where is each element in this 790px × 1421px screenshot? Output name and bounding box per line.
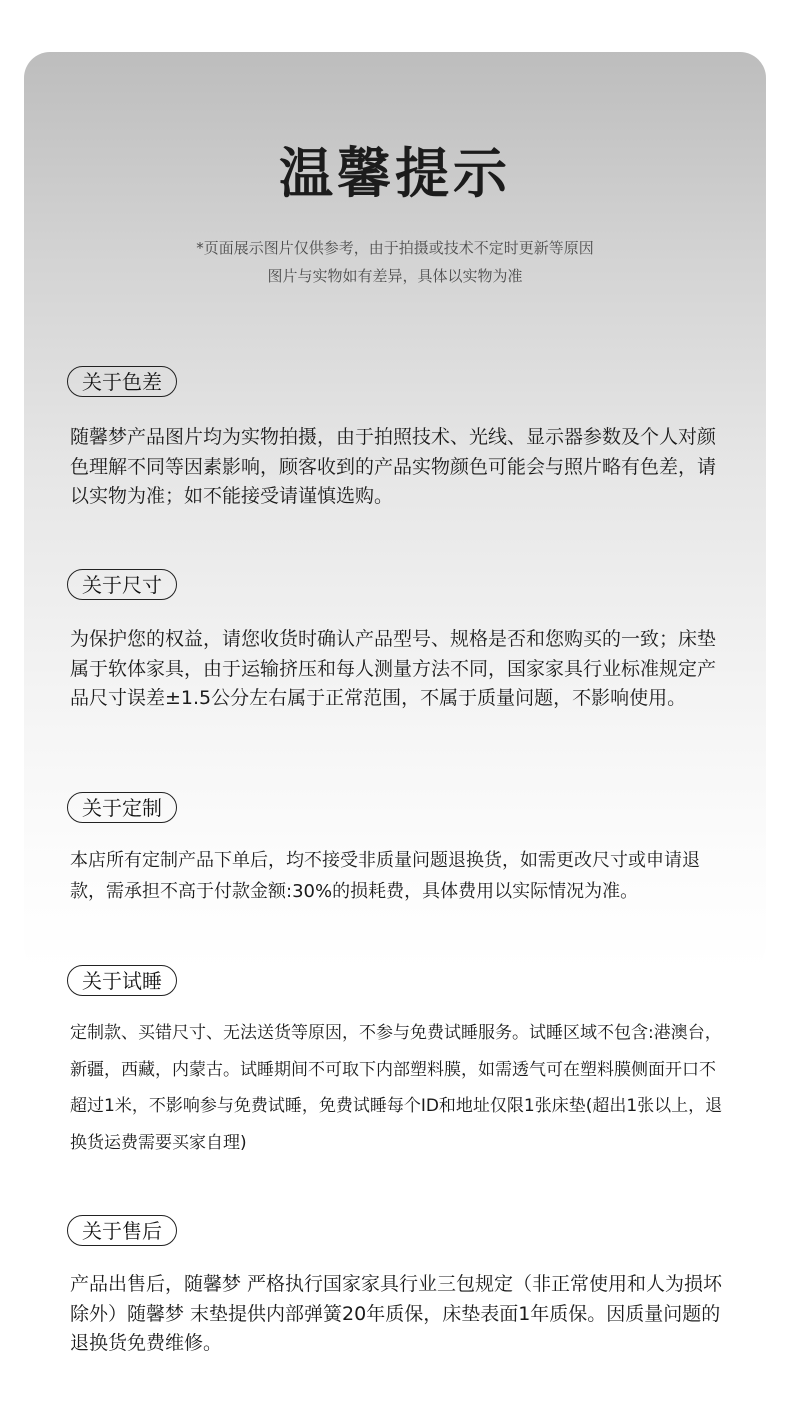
notice-line-1: *页面展示图片仅供参考，由于拍摄或技术不定时更新等原因 <box>196 239 594 257</box>
section-text-customization: 本店所有定制产品下单后，均不接受非质量问题退换货，如需更改尺寸或申请退款，需承担不高于付款金额:30%的损耗费，具体费用以实际情况为准。 <box>70 850 700 902</box>
section-heading-color-difference: 关于色差 <box>67 366 177 397</box>
notice-line-2: 图片与实物如有差异，具体以实物为准 <box>267 267 523 285</box>
section-heading-trial-sleep: 关于试睡 <box>67 965 177 996</box>
section-heading-after-sales: 关于售后 <box>67 1215 177 1246</box>
page-title: 温馨提示 <box>279 142 511 205</box>
section-text-color-difference: 随馨梦产品图片均为实物拍摄，由于拍照技术、光线、显示器参数及个人对颜色理解不同等因素影响，顾客收到的产品实物颜色可能会与照片略有色差，请以实物为准；如不能接受请谨慎选购。 <box>70 426 717 507</box>
section-text-trial-sleep: 定制款、买错尺寸、无法送货等原因，不参与免费试睡服务。试睡区域不包含:港澳台，新疆，西藏，内蒙古。试睡期间不可取下内部塑料膜，如需透气可在塑料膜侧面开口不超过1米，不影响参与免费试睡，免费试睡每个ID和地址仅限1张床垫(超出1张以上，退换货运费需要买家自理) <box>70 1023 723 1153</box>
section-heading-size: 关于尺寸 <box>67 569 177 600</box>
section-text-after-sales: 产品出售后，随馨梦 严格执行国家家具行业三包规定（非正常使用和人为损坏除外）随馨梦 末垫提供内部弹簧20年质保，床垫表面1年质保。因质量问题的退换货免费维修。 <box>70 1273 723 1354</box>
section-heading-customization: 关于定制 <box>67 792 177 823</box>
section-text-size: 为保护您的权益，请您收货时确认产品型号、规格是否和您购买的一致；床垫属于软体家具，由于运输挤压和每人测量方法不同，国家家具行业标准规定产品尺寸误差±1.5公分左右属于正常范围，不属于质量问题，不影响使用。 <box>70 628 717 709</box>
